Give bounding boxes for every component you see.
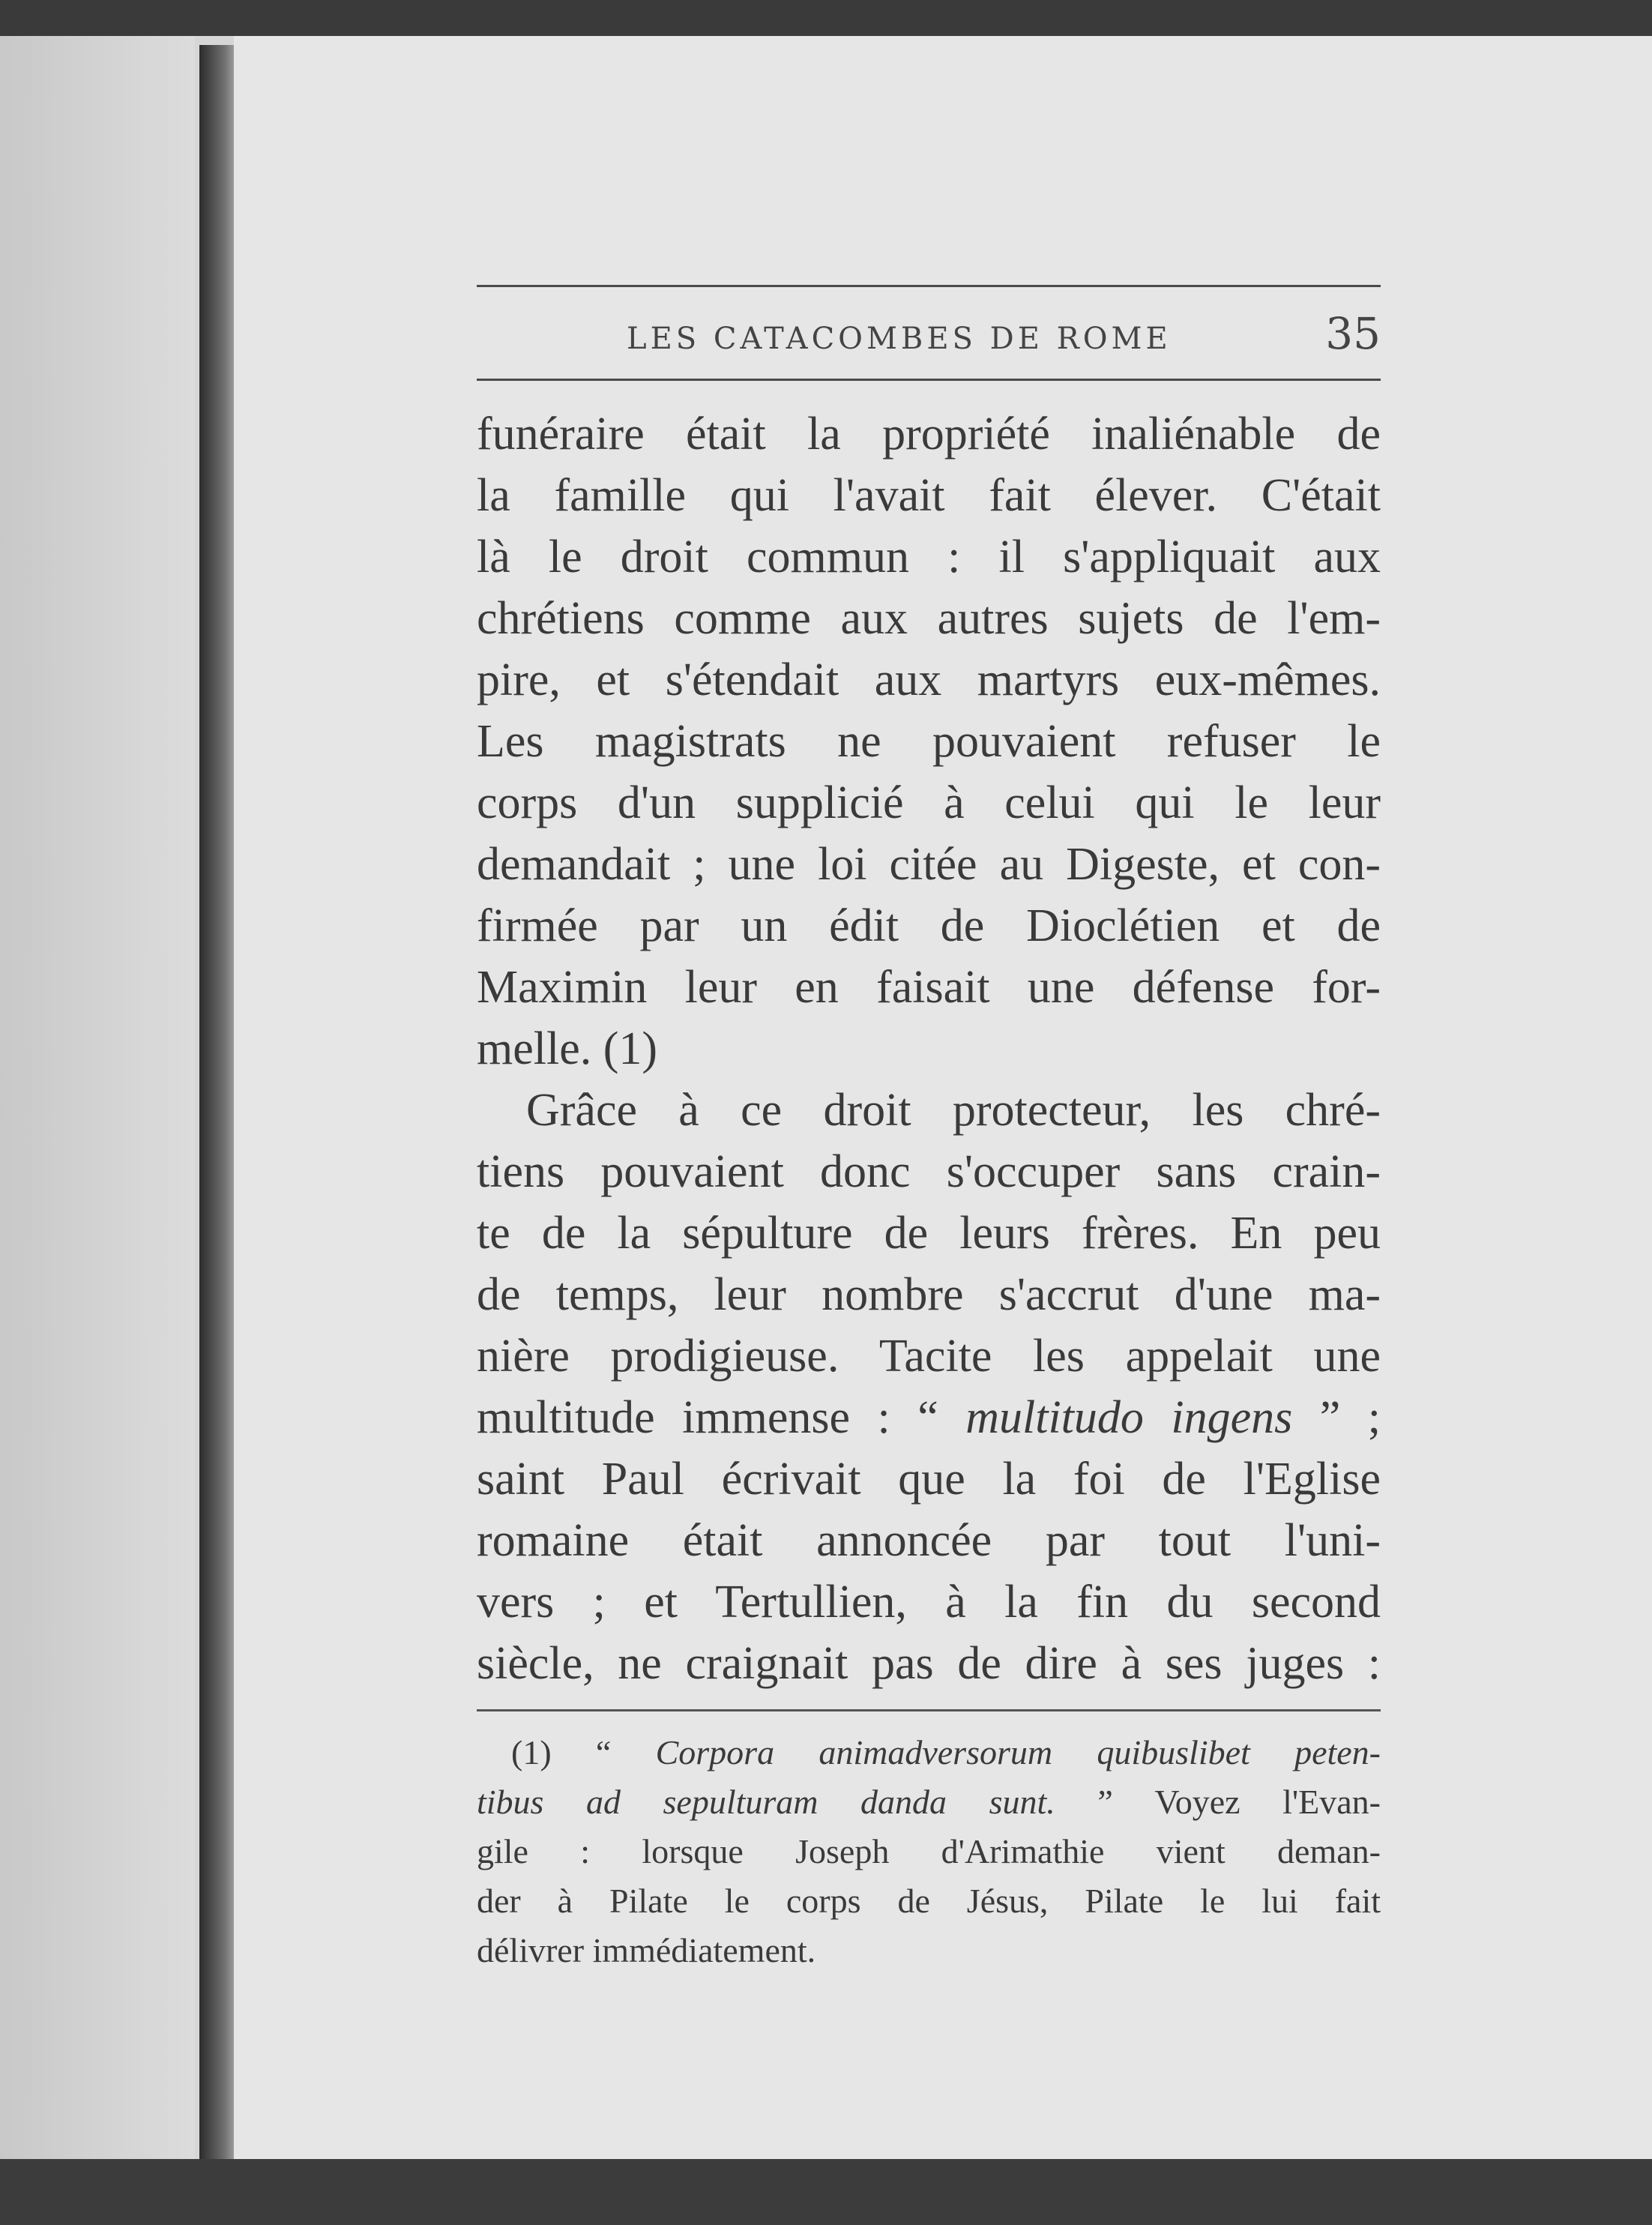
body-line: demandait ; une loi citée au Digeste, et con-	[477, 839, 1381, 890]
header-top-rule	[477, 285, 1381, 287]
running-title: LES CATACOMBES DE ROME	[627, 322, 1172, 356]
footnote-line: gile : lorsque Joseph d'Arimathie vient deman-	[477, 1832, 1381, 1870]
footnote-line: délivrer immédiatement.	[477, 1931, 816, 1969]
left-page-edge	[0, 36, 195, 2159]
body-line: melle. (1)	[477, 1023, 658, 1074]
scan-bottom-border	[0, 2159, 1652, 2225]
body-line: pire, et s'étendait aux martyrs eux-mêmes.	[477, 654, 1381, 705]
footnote	[477, 1728, 1381, 1975]
footnote-text-segment: ” Voyez l'Evan-	[1055, 1783, 1381, 1821]
footnote-latin-quote: Corpora animadversorum quibuslibet peten-	[655, 1733, 1381, 1771]
body-line: saint Paul écrivait que la foi de l'Eglise	[477, 1454, 1381, 1505]
body-text-segment: ” ;	[1292, 1392, 1381, 1443]
book-spine	[199, 45, 234, 2159]
body-line: funéraire était la propriété inaliénable de	[477, 409, 1381, 460]
body-line: te de la sépulture de leurs frères. En peu	[477, 1208, 1381, 1259]
body-line: de temps, leur nombre s'accrut d'une ma-	[477, 1269, 1381, 1320]
body-line: corps d'un supplicié à celui qui le leur	[477, 777, 1381, 828]
body-text	[477, 403, 1381, 1694]
latin-quote: multitudo ingens	[965, 1392, 1293, 1443]
body-line: la famille qui l'avait fait élever. C'était	[477, 470, 1381, 521]
body-line: Les magistrats ne pouvaient refuser le	[477, 716, 1381, 767]
footnote-rule	[477, 1709, 1381, 1711]
footnote-latin-quote: tibus ad sepulturam danda sunt.	[477, 1783, 1055, 1821]
body-line-with-italic	[477, 1387, 1381, 1448]
page-number: 35	[1325, 308, 1381, 359]
body-line: là le droit commun : il s'appliquait aux	[477, 532, 1381, 582]
body-line: firmée par un édit de Dioclétien et de	[477, 900, 1381, 951]
body-text-segment: multitude immense : “	[477, 1392, 966, 1443]
body-line: Grâce à ce droit protecteur, les chré-	[526, 1085, 1381, 1136]
running-header	[477, 308, 1381, 359]
footnote-marker: (1)	[511, 1733, 552, 1771]
body-line: siècle, ne craignait pas de dire à ses juges :	[477, 1638, 1381, 1689]
footnote-line: der à Pilate le corps de Jésus, Pilate le lui fait	[477, 1882, 1381, 1920]
page-text-block	[477, 285, 1381, 1975]
footnote-line	[477, 1728, 1381, 1777]
body-line: chrétiens comme aux autres sujets de l'em-	[477, 593, 1381, 644]
scan-top-border	[0, 0, 1652, 36]
footnote-line	[477, 1777, 1381, 1827]
body-line: vers ; et Tertullien, à la fin du second	[477, 1577, 1381, 1628]
body-line: nière prodigieuse. Tacite les appelait une	[477, 1331, 1381, 1382]
header-bottom-rule	[477, 379, 1381, 381]
body-line: Maximin leur en faisait une défense for-	[477, 962, 1381, 1013]
body-line: tiens pouvaient donc s'occuper sans crain-	[477, 1146, 1381, 1197]
footnote-open-quote: “	[595, 1733, 656, 1771]
body-line: romaine était annoncée par tout l'uni-	[477, 1515, 1381, 1566]
